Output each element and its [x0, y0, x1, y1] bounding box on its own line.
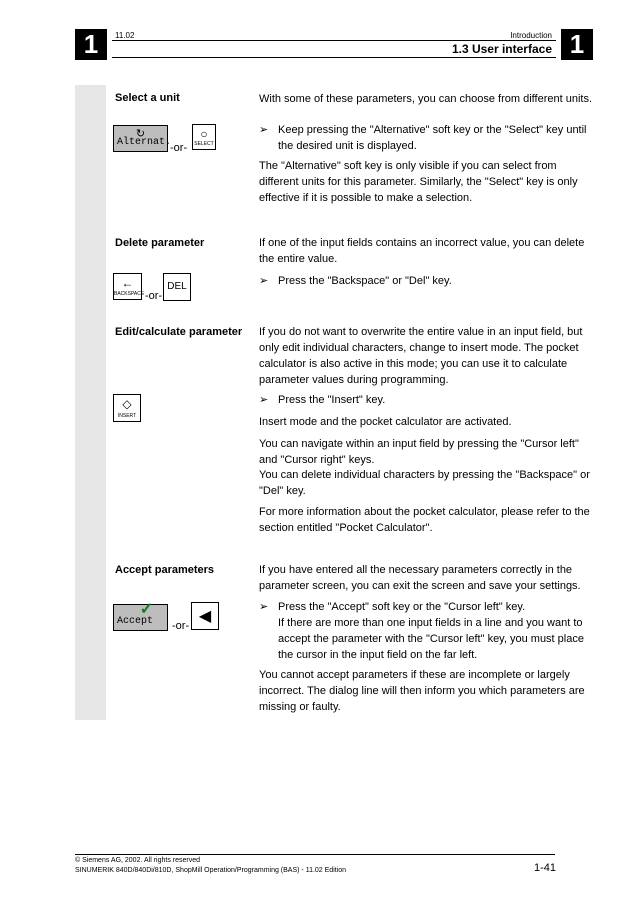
- select-unit-bullet: ➢ Keep pressing the "Alternative" soft key or the "Select" key until the desired unit is displayed.: [259, 124, 587, 152]
- alternative-softkey: [113, 125, 172, 152]
- del-key: [163, 273, 191, 301]
- select-key: [192, 124, 216, 150]
- accept-parameters-intro: If you have entered all the necessary parameters correctly in the parameter screen, you can exit the screen and save your settings.: [259, 564, 581, 592]
- margin-bar: [75, 85, 106, 720]
- header-chapter-title: Introduction: [510, 31, 552, 40]
- insert-diamond-icon: ◇: [122, 397, 132, 411]
- or-text: -or-: [170, 142, 188, 154]
- label-edit-parameter: Edit/calculate parameter: [115, 326, 243, 338]
- del-key-label: DEL: [167, 281, 187, 292]
- select-key-label: SELECT: [194, 141, 214, 147]
- checkmark-icon: ✓: [139, 601, 154, 618]
- triangle-left-icon: ◀: [198, 608, 212, 625]
- edit-parameter-p2b: You can delete individual characters by pressing the "Backspace" or "Del" key.: [259, 469, 590, 497]
- bullet-arrow-icon: ➢: [259, 275, 269, 287]
- header-rule-top: [112, 40, 556, 41]
- edit-parameter-intro: If you do not want to overwrite the entire value in an input field, but only edit individual characters, change to insert mode. The pocket calculator is also active in this mode; you can use it to calculate parameter values during programming.: [259, 326, 583, 386]
- accept-softkey-label: Accept: [117, 616, 154, 627]
- accept-parameters-bullet: ➢ Press the "Accept" soft key or the "Cursor left" key. If there are more than one input fields in a line and you want to accept the parameter with the "Cursor left" key, you must place the cursor in the input field on the far left.: [259, 601, 584, 661]
- alternative-softkey-label: Alternat.: [117, 137, 172, 148]
- select-circle-icon: ○: [200, 127, 208, 141]
- backspace-key-label: BACKSPACE: [114, 291, 145, 297]
- edit-parameter-p1: Insert mode and the pocket calculator are activated.: [259, 416, 512, 428]
- accept-softkey: [113, 601, 168, 631]
- bullet-arrow-icon: ➢: [259, 124, 269, 136]
- edit-parameter-p2a: You can navigate within an input field by pressing the "Cursor left" and "Cursor right" keys.: [259, 438, 579, 466]
- chapter-number-box-right: 1: [561, 29, 593, 60]
- or-text: -or-: [172, 620, 190, 632]
- footer-copyright: © Siemens AG, 2002. All rights reserved: [75, 857, 200, 864]
- insert-key: [113, 394, 141, 422]
- footer-edition: SINUMERIK 840D/840Di/810D, ShopMill Operation/Programming (BAS) - 11.02 Edition: [75, 867, 347, 874]
- footer-rule: [75, 854, 555, 855]
- or-text: -or-: [145, 290, 163, 302]
- label-accept-parameters: Accept parameters: [115, 564, 215, 576]
- chapter-number-box-left: 1: [75, 29, 107, 60]
- delete-parameter-intro: If one of the input fields contains an incorrect value, you can delete the entire value.: [259, 237, 585, 265]
- cycle-icon: ↻: [135, 128, 146, 140]
- header-rule: [112, 57, 556, 58]
- bullet-arrow-icon: ➢: [259, 394, 269, 406]
- bullet-arrow-icon: ➢: [259, 601, 269, 613]
- label-delete-parameter: Delete parameter: [115, 237, 205, 249]
- cursor-left-key: [191, 602, 219, 630]
- edit-parameter-p3: For more information about the pocket calculator, please refer to the section entitled "Pocket Calculator".: [259, 506, 590, 534]
- label-select-unit: Select a unit: [115, 92, 180, 104]
- select-unit-note: The "Alternative" soft key is only visible if you can select from different units for this parameter. Similarly, the "Select" key is only effective if it is possible to make a selection.: [259, 160, 578, 204]
- page-number: 1-41: [533, 862, 556, 874]
- accept-parameters-note: You cannot accept parameters if these are incomplete or largely incorrect. The dialog line will then inform you which parameters are missing or faulty.: [259, 669, 585, 713]
- delete-parameter-bullet: ➢ Press the "Backspace" or "Del" key.: [259, 275, 452, 287]
- select-unit-intro: With some of these parameters, you can choose from different units.: [259, 93, 593, 105]
- backspace-key: [113, 273, 145, 300]
- backspace-arrow-icon: ←: [121, 276, 134, 290]
- header-section-title: 1.3 User interface: [451, 42, 552, 56]
- insert-key-label: INSERT: [117, 413, 137, 419]
- edit-parameter-bullet: ➢ Press the "Insert" key.: [259, 394, 386, 406]
- header-date: 11.02: [115, 31, 135, 40]
